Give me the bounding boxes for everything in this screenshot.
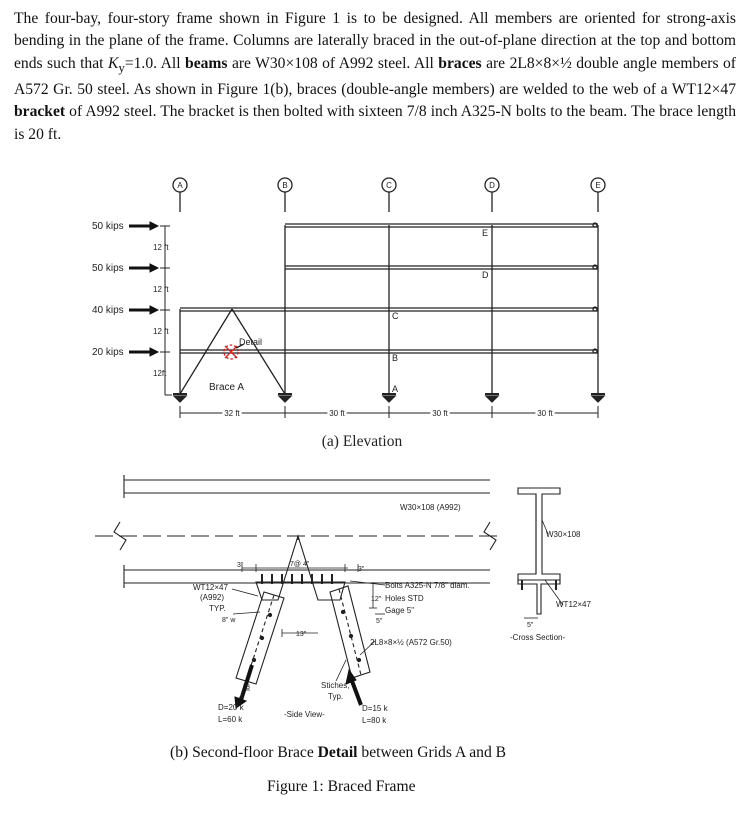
angle-label: 2L8×8×½ (A572 Gr.50) bbox=[370, 638, 452, 647]
brace-label: Brace A bbox=[209, 382, 245, 393]
detail-label: Detail bbox=[239, 337, 263, 347]
grid-label-b: B bbox=[282, 181, 288, 190]
cs-dim-5: 5" bbox=[527, 622, 534, 629]
bay-width-4: 30 ft bbox=[537, 409, 553, 418]
wt-grade: (A992) bbox=[200, 593, 225, 602]
bay-width-3: 30 ft bbox=[432, 409, 448, 418]
member-label-e: E bbox=[482, 228, 489, 238]
dim-13: 13" bbox=[296, 631, 307, 638]
support-e bbox=[591, 394, 605, 402]
bay-width-2: 30 ft bbox=[329, 409, 345, 418]
bolt-spacing: 7@ 4" bbox=[290, 561, 310, 568]
cross-section bbox=[518, 488, 563, 618]
bay-width-1: 32 ft bbox=[224, 409, 240, 418]
right-brace-live: L=80 k bbox=[362, 716, 387, 725]
left-brace-live: L=60 k bbox=[218, 715, 243, 724]
slope-4: 4 bbox=[239, 694, 243, 701]
dim-12: 12" bbox=[371, 596, 382, 603]
story-height-2: 12 ft bbox=[153, 327, 169, 336]
gage-label: Gage 5" bbox=[385, 606, 415, 615]
grid-label-d: D bbox=[489, 181, 495, 190]
grid-label-c: C bbox=[386, 181, 392, 190]
load-label-3rd: 40 kips bbox=[92, 305, 124, 316]
stitches-typ: Typ. bbox=[328, 692, 344, 701]
detail-caption: (b) Second-floor Brace Detail between Grids A and B bbox=[170, 744, 507, 761]
dim-3-right: 3" bbox=[358, 566, 365, 573]
support-c bbox=[382, 394, 396, 402]
member-label-a: A bbox=[392, 384, 399, 394]
typ-label: TYP. bbox=[209, 604, 226, 613]
elevation-caption: (a) Elevation bbox=[321, 433, 403, 450]
holes-label: Holes STD bbox=[385, 594, 424, 603]
figure-caption: Figure 1: Braced Frame bbox=[267, 778, 416, 795]
member-label-c: C bbox=[392, 311, 399, 321]
cs-title: -Cross Section- bbox=[510, 633, 566, 642]
support-a bbox=[173, 394, 187, 402]
grid-label-e: E bbox=[595, 181, 601, 190]
slope-3: 3 bbox=[246, 684, 250, 691]
dim-3-left: 3" bbox=[237, 562, 244, 569]
right-brace-dead: D=15 k bbox=[362, 704, 388, 713]
left-brace-dead: D=20 k bbox=[218, 703, 244, 712]
support-b bbox=[278, 394, 292, 402]
member-label-b: B bbox=[392, 353, 399, 363]
wt-label: WT12×47 bbox=[193, 583, 228, 592]
weld-label: 8" w bbox=[222, 617, 236, 624]
cs-wt-label: WT12×47 bbox=[556, 600, 591, 609]
story-height-3: 12 ft bbox=[153, 285, 169, 294]
beam-label: W30×108 (A992) bbox=[400, 503, 461, 512]
problem-statement: The four-bay, four-story frame shown in Figure 1 is to be designed. All members are oriented for strong-axis bending in the plane of the frame. Columns are laterally braced in the out-of-plane direction at the top and bottom ends such that $K_y=1.0$. All beams are W30×108 of A992 steel. All braces are 2L8×8×½ double angle members of A572 Gr. 50 steel. As shown in Figure 1(b), braces (double-angle members) are welded to the web of a WT12×47 bracket of A992 steel. The bracket is then bolted with sixteen 7/8 inch A325-N bolts to the beam. The brace length is 20 ft. bbox=[14, 10, 736, 143]
grid-label-a: A bbox=[177, 181, 183, 190]
stitches-label: Stiches, bbox=[321, 681, 350, 690]
fourth-floor-beam bbox=[285, 266, 598, 269]
left-brace bbox=[236, 592, 284, 684]
roof-beam bbox=[285, 224, 598, 227]
support-d bbox=[485, 394, 499, 402]
bolts-label: Bolts A325-N 7/8" diam. bbox=[385, 581, 470, 590]
dim-5: 5" bbox=[376, 618, 383, 625]
load-label-2nd: 20 kips bbox=[92, 347, 124, 358]
story-height-4: 12 ft bbox=[153, 243, 169, 252]
story-height-1: 12ft bbox=[153, 369, 167, 378]
side-view-label: -Side View- bbox=[284, 710, 325, 719]
load-label-roof: 50 kips bbox=[92, 221, 124, 232]
cs-beam-label: W30×108 bbox=[546, 530, 581, 539]
member-label-d: D bbox=[482, 270, 489, 280]
load-label-4th: 50 kips bbox=[92, 263, 124, 274]
